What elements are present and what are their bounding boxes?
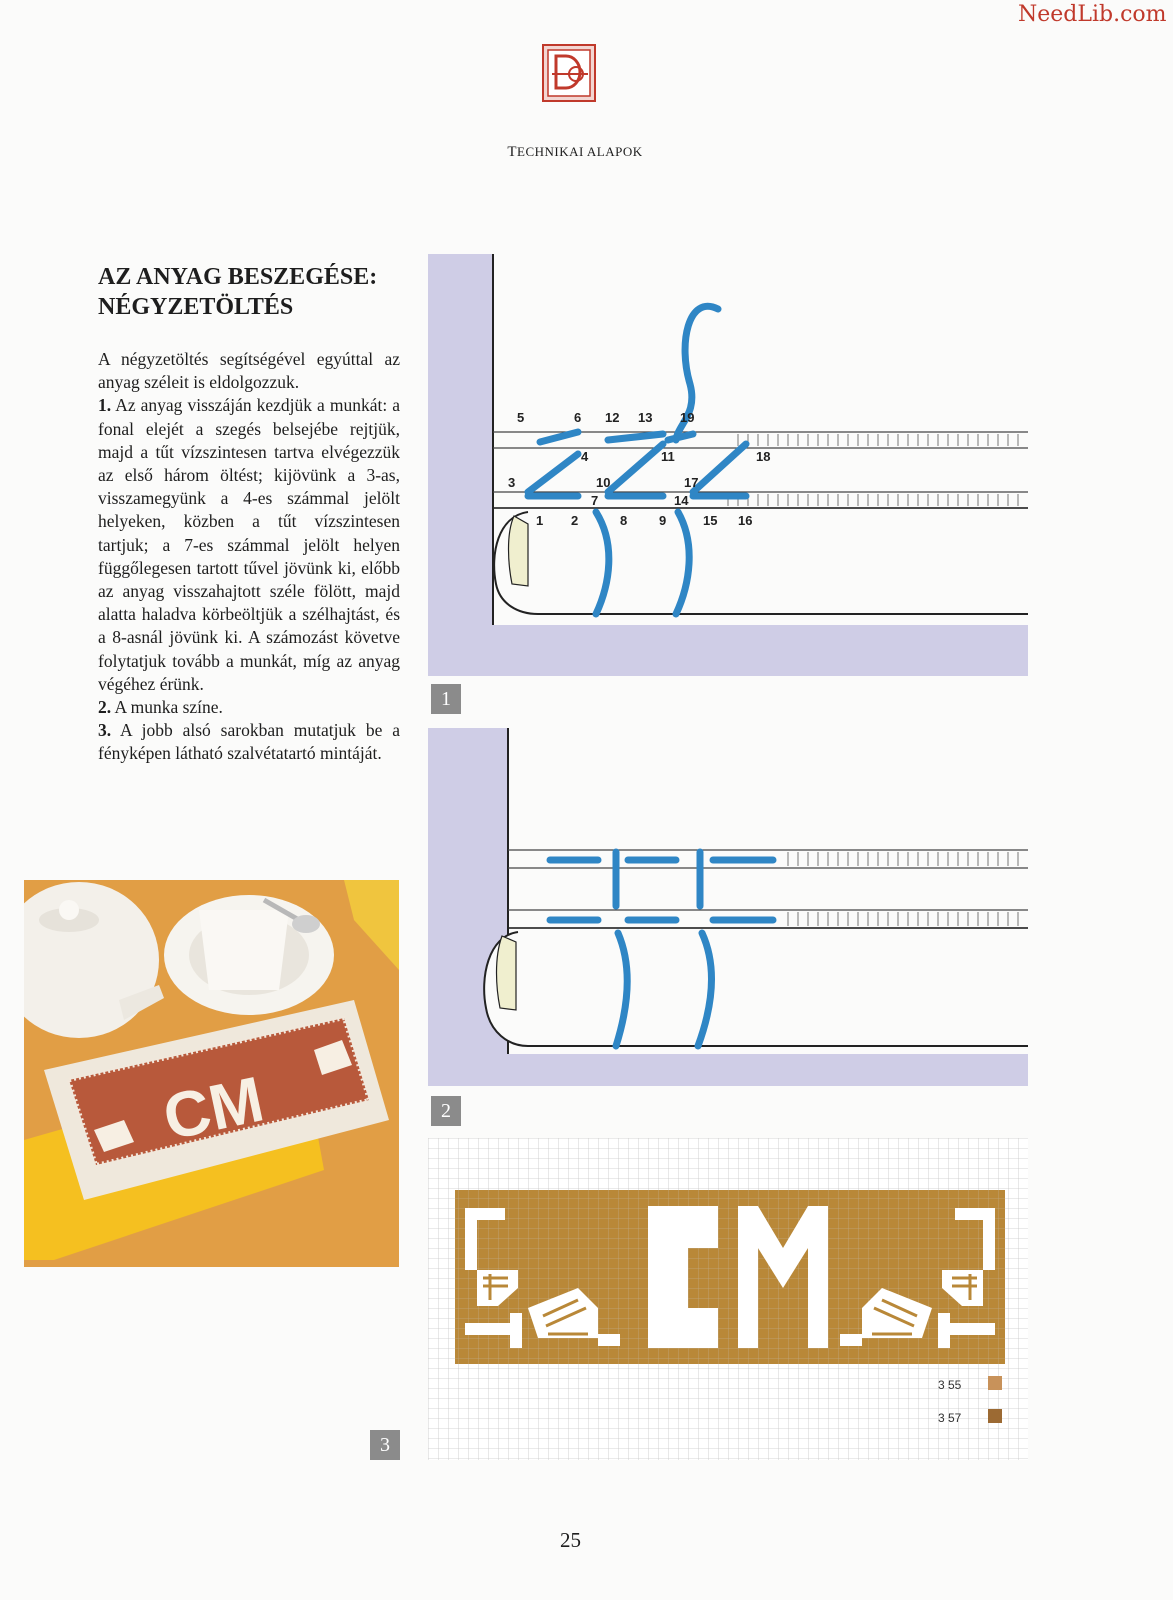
stitch-label: 11 (661, 449, 675, 464)
step-number: 2. (98, 697, 112, 718)
stitch-label: 5 (517, 410, 525, 425)
stitch-label: 2 (571, 513, 579, 528)
step-number: 1. (98, 395, 112, 416)
figure-badge-3: 3 (370, 1430, 400, 1460)
stitch-label: 16 (738, 513, 753, 528)
step-number: 3. (98, 720, 112, 741)
stitch-label: 10 (596, 475, 611, 490)
header-initial: T (507, 144, 518, 160)
stitch-diagram-back (428, 254, 1028, 681)
publisher-logo (542, 44, 598, 104)
stitch-diagram-front (428, 728, 1028, 1091)
stitch-label: 15 (703, 513, 718, 528)
stitch-label: 12 (605, 410, 620, 425)
napkin-holder-photo (24, 880, 399, 1267)
step-1 (98, 394, 400, 696)
stitch-label: 7 (591, 493, 599, 508)
legend-code-1: 3 55 (938, 1378, 962, 1392)
title-line-1: AZ ANYAG BESZEGÉSE: (98, 264, 378, 290)
legend-swatch-1 (988, 1376, 1002, 1390)
stitch-label: 17 (684, 475, 699, 490)
header-rest: ECHNIKAI ALAPOK (517, 144, 643, 159)
stitch-label: 3 (508, 475, 516, 490)
cross-stitch-pattern (428, 1138, 1028, 1465)
step-text: Az anyag visszáján kezdjük a munkát: a fonal elejét a szegés belsejébe rejtjük, majd a tűt vízszintesen tartva elvégezzük az első három öltést; kijövünk a 3-as, visszamegyünk a 4-es számmal jelölt helyeken, közben a tűt vízszintesen tartjuk; a 7-es számmal jelölt helyen függőlegesen tartott tűvel jövünk ki, előbb az anyag visszahajtott széle fölött, majd alatta haladva körbeöltjük a szélhajtást, és a 8-asnál jövünk ki. A számozást követve folytatjuk tovább a munkát, míg az anyag végéhez érünk. (98, 395, 400, 694)
figure-badge-1: 1 (431, 684, 461, 714)
section-title (98, 262, 408, 322)
stitch-label: 14 (674, 493, 689, 508)
body-text (98, 348, 400, 766)
page-number: 25 (560, 1528, 581, 1552)
stitch-label: 19 (680, 410, 695, 425)
legend-code-2: 3 57 (938, 1411, 962, 1425)
stitch-label: 1 (536, 513, 544, 528)
stitch-label: 13 (638, 410, 653, 425)
figure-badge-2: 2 (431, 1096, 461, 1126)
intro-paragraph: A négyzetöltés segítségével egyúttal az anyag széleit is eldolgozzuk. (98, 349, 400, 393)
step-2 (98, 696, 400, 719)
stitch-label: 8 (620, 513, 628, 528)
step-3 (98, 719, 400, 765)
stitch-label: 6 (574, 410, 582, 425)
watermark: NeedLib.com (1018, 2, 1167, 27)
title-line-2: NÉGYZETÖLTÉS (98, 294, 294, 320)
step-text: A jobb alsó sarokban mutatjuk be a fényképen látható szalvétatartó mintáját. (98, 720, 400, 764)
legend-swatch-2 (988, 1409, 1002, 1423)
photo-monogram: CM (157, 1062, 270, 1154)
stitch-label: 9 (659, 513, 667, 528)
stitch-label: 4 (581, 449, 589, 464)
stitch-label: 18 (756, 449, 771, 464)
running-header (470, 144, 680, 161)
step-text: A munka színe. (114, 697, 223, 718)
